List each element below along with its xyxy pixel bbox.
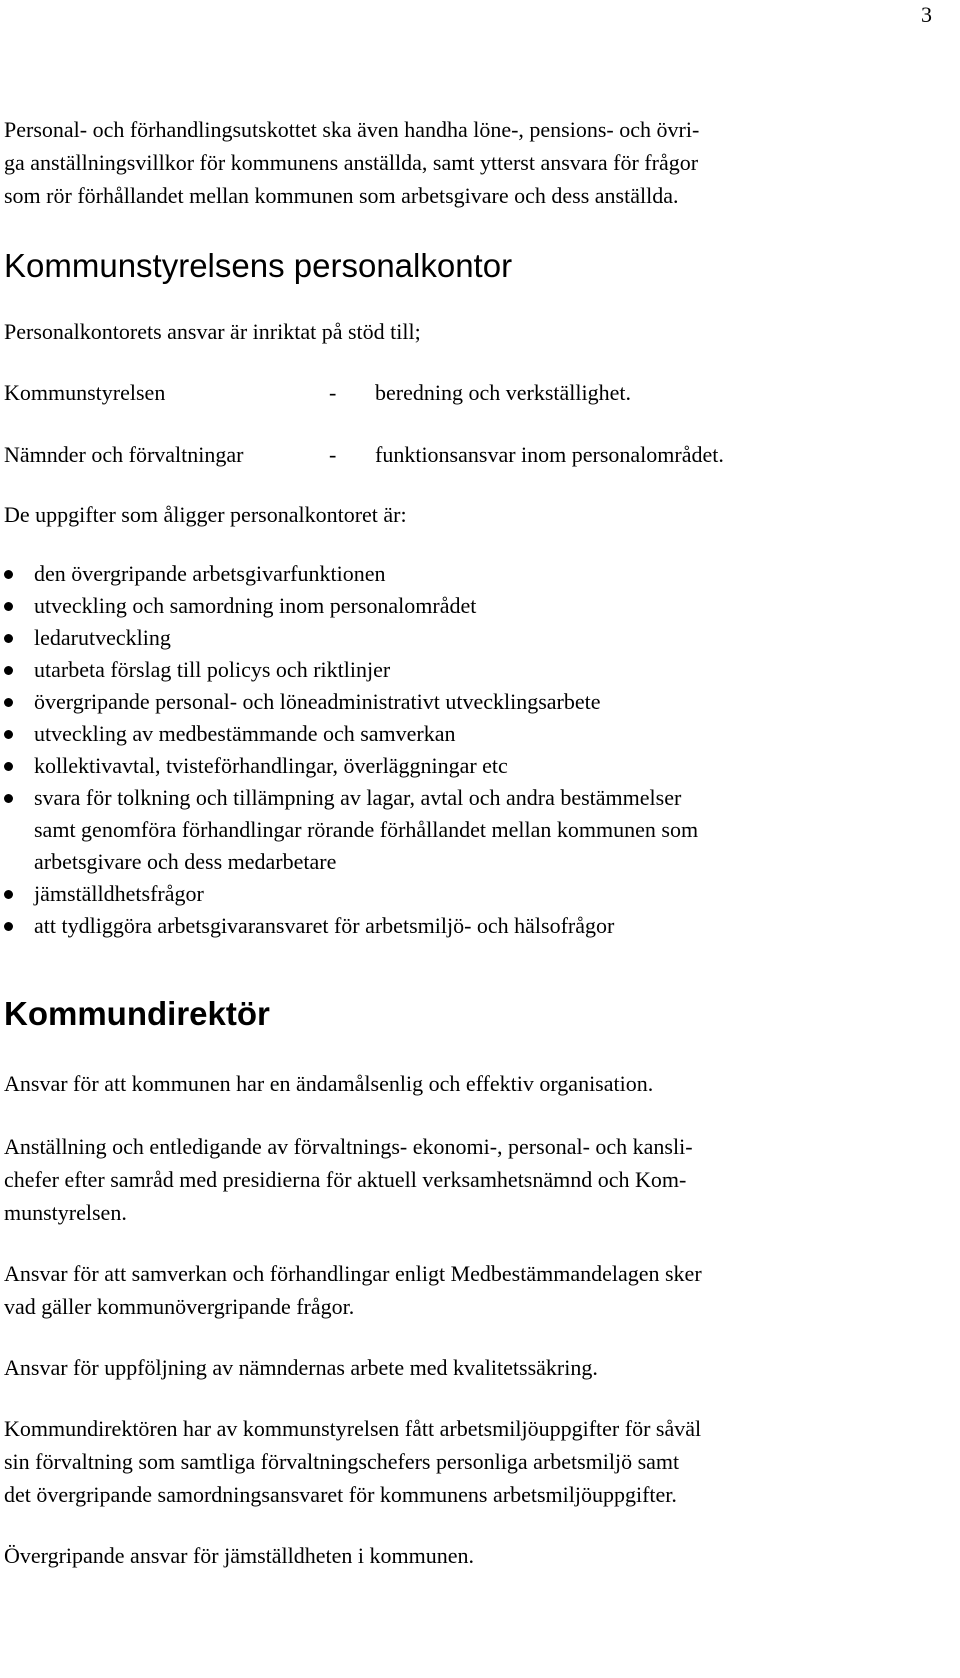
bullet-icon: [4, 890, 13, 899]
list-item: [4, 654, 904, 686]
text-line: Ansvar för att kommunen har en ändamålsenlig och effektiv organisation.: [4, 1071, 654, 1096]
text-line: Ansvar för uppföljning av nämndernas arbete med kvalitetssäkring.: [4, 1355, 598, 1380]
text-line: Övergripande ansvar för jämställdheten i kommunen.: [4, 1543, 475, 1568]
tasks-list: [4, 558, 904, 942]
list-item-text: utveckling och samordning inom personalområdet: [34, 593, 477, 618]
responsibility-dash: -: [329, 442, 337, 467]
personalkontor-lead: Personalkontorets ansvar är inriktat på stöd till;: [4, 319, 421, 344]
bullet-icon: [4, 570, 13, 579]
list-item: [4, 910, 904, 942]
list-item: [4, 686, 904, 718]
text-line: Anställning och entledigande av förvaltnings- ekonomi-, personal- och kansli-: [4, 1134, 693, 1159]
text-line: som rör förhållandet mellan kommunen som arbetsgivare och dess anställda.: [4, 183, 679, 208]
responsibility-scope: beredning och verkställighet.: [375, 380, 631, 405]
text-line: Ansvar för att samverkan och förhandlingar enligt Medbestämmandelagen sker: [4, 1261, 702, 1286]
list-item: [4, 782, 904, 878]
bullet-icon: [4, 666, 13, 675]
list-item: [4, 718, 904, 750]
list-item: [4, 622, 904, 654]
list-item: [4, 878, 904, 910]
text-line: chefer efter samråd med presidierna för aktuell verksamhetsnämnd och Kom-: [4, 1167, 687, 1192]
list-item: [4, 750, 904, 782]
bullet-icon: [4, 730, 13, 739]
document-body: [4, 113, 904, 1572]
list-item-text: utarbeta förslag till policys och riktlinjer: [34, 657, 391, 682]
bullet-icon: [4, 762, 13, 771]
list-item-text: att tydliggöra arbetsgivaransvaret för arbetsmiljö- och hälsofrågor: [34, 913, 615, 938]
bullet-icon: [4, 698, 13, 707]
text-line: vad gäller kommunövergripande frågor.: [4, 1294, 355, 1319]
responsibility-scope: funktionsansvar inom personalområdet.: [375, 442, 724, 467]
kommundirektor-paragraph: [4, 1130, 904, 1229]
text-line: sin förvaltning som samtliga förvaltningschefers personliga arbetsmiljö samt: [4, 1449, 680, 1474]
list-item-text: kollektivavtal, tvisteförhandlingar, överläggningar etc: [34, 753, 508, 778]
section-heading-personalkontor: Kommunstyrelsens personalkontor: [4, 247, 513, 284]
page-number: 3: [921, 2, 932, 27]
text-line: Kommundirektören har av kommunstyrelsen fått arbetsmiljöuppgifter för såväl: [4, 1416, 702, 1441]
list-item-text: jämställdhetsfrågor: [34, 881, 204, 906]
list-item-text: svara för tolkning och tillämpning av lagar, avtal och andra bestämmelser: [34, 785, 682, 810]
kommundirektor-paragraph: [4, 1351, 904, 1384]
list-item-text: samt genomföra förhandlingar rörande förhållandet mellan kommunen som: [34, 817, 699, 842]
responsibility-row: [4, 438, 904, 471]
list-item: [4, 590, 904, 622]
section-heading-kommundirektor: Kommundirektör: [4, 995, 270, 1032]
bullet-icon: [4, 922, 13, 931]
list-item-text: den övergripande arbetsgivarfunktionen: [34, 561, 386, 586]
kommundirektor-paragraph: [4, 1539, 904, 1572]
responsibility-row: [4, 376, 904, 409]
text-line: det övergripande samordningsansvaret för kommunens arbetsmiljöuppgifter.: [4, 1482, 677, 1507]
list-item: [4, 558, 904, 590]
text-line: Personal- och förhandlingsutskottet ska även handha löne-, pensions- och övri-: [4, 117, 700, 142]
responsibility-dash: -: [329, 380, 337, 405]
kommundirektor-paragraph: [4, 1067, 904, 1100]
intro-paragraph: [4, 113, 904, 212]
tasks-lead: De uppgifter som åligger personalkontoret är:: [4, 502, 407, 527]
bullet-icon: [4, 634, 13, 643]
responsibility-party: Kommunstyrelsen: [4, 380, 166, 405]
responsibility-party: Nämnder och förvaltningar: [4, 442, 244, 467]
bullet-icon: [4, 602, 13, 611]
list-item-text: ledarutveckling: [34, 625, 171, 650]
bullet-icon: [4, 794, 13, 803]
list-item-text: övergripande personal- och löneadministrativt utvecklingsarbete: [34, 689, 601, 714]
list-item-text: arbetsgivare och dess medarbetare: [34, 849, 337, 874]
kommundirektor-paragraph: [4, 1257, 904, 1323]
text-line: ga anställningsvillkor för kommunens anställda, samt ytterst ansvara för frågor: [4, 150, 699, 175]
kommundirektor-paragraph: [4, 1412, 904, 1511]
list-item-text: utveckling av medbestämmande och samverkan: [34, 721, 456, 746]
text-line: munstyrelsen.: [4, 1200, 127, 1225]
